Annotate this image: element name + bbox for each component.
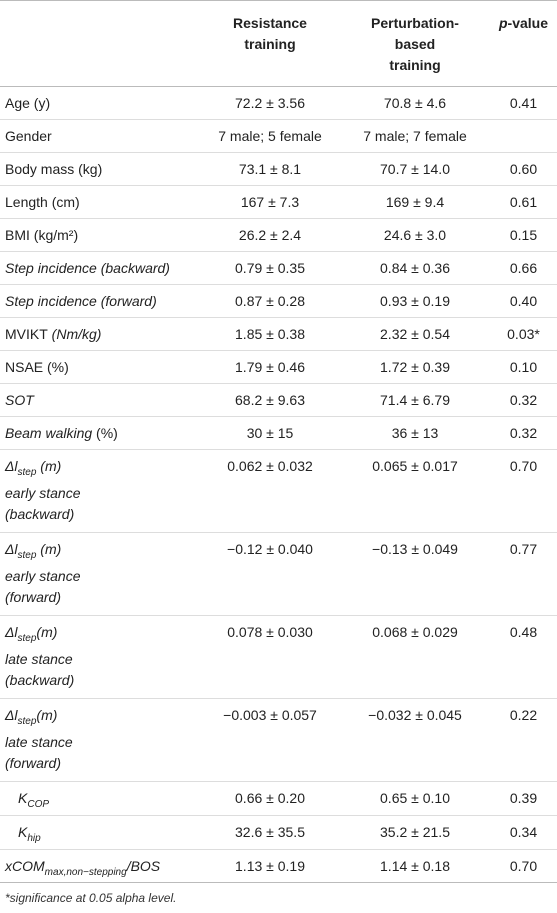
cell-pvalue: 0.66 xyxy=(509,260,538,276)
header-perturbation-line3: training xyxy=(389,57,441,73)
cell-perturbation: 0.65 ± 0.10 xyxy=(380,790,450,806)
table-row xyxy=(0,186,557,219)
cell-pvalue xyxy=(490,120,557,153)
header-p-rest: -value xyxy=(507,15,549,31)
row-label: SOT xyxy=(5,392,34,408)
header-resistance-line1: Resistance xyxy=(233,15,307,31)
row-label: Step incidence (forward) xyxy=(5,293,157,309)
cell-resistance: 7 male; 5 female xyxy=(218,128,322,144)
table-row xyxy=(0,351,557,384)
cell-perturbation: 1.72 ± 0.39 xyxy=(380,359,450,375)
cell-pvalue: 0.48 xyxy=(509,624,538,640)
row-label-line3: (backward) xyxy=(5,671,75,688)
cell-perturbation: −0.13 ± 0.049 xyxy=(372,541,458,557)
cell-perturbation: 1.14 ± 0.18 xyxy=(380,857,450,874)
cell-perturbation: 2.32 ± 0.54 xyxy=(380,326,450,342)
cell-pvalue: 0.60 xyxy=(509,161,538,177)
cell-pvalue: 0.03* xyxy=(507,326,540,342)
row-label xyxy=(0,699,200,782)
cell-pvalue: 0.32 xyxy=(509,425,538,441)
cell-perturbation: 35.2 ± 21.5 xyxy=(380,823,450,840)
row-label xyxy=(0,318,200,351)
cell-resistance: 167 ± 7.3 xyxy=(240,194,300,210)
table-row xyxy=(0,384,557,417)
row-label xyxy=(0,616,200,699)
table-header xyxy=(0,1,557,87)
footnote: *significance at 0.05 alpha level. xyxy=(5,891,177,906)
row-label-main: Beam walking xyxy=(5,425,93,441)
delta-unit: (m) xyxy=(36,541,62,557)
table-row xyxy=(0,849,557,883)
table-row xyxy=(0,782,557,816)
row-label: Gender xyxy=(5,128,52,144)
cell-resistance: 26.2 ± 2.4 xyxy=(238,227,302,243)
cell-pvalue: 0.40 xyxy=(509,293,538,309)
delta-symbol: $\Delta l_{step}$ xyxy=(5,707,37,727)
row-label-line3: (forward) xyxy=(5,588,62,605)
cell-perturbation: 70.7 ± 14.0 xyxy=(380,161,450,177)
row-label xyxy=(0,450,200,533)
cell-perturbation: 70.8 ± 4.6 xyxy=(383,95,447,111)
cell-pvalue: 0.22 xyxy=(509,707,538,723)
cell-resistance: 1.85 ± 0.38 xyxy=(235,326,305,342)
delta-unit: (m) xyxy=(36,707,58,723)
delta-unit: (m) xyxy=(36,624,58,640)
row-label: NSAE (%) xyxy=(5,359,69,375)
row-label: $K_{COP}$ xyxy=(18,790,50,810)
row-label: Step incidence (backward) xyxy=(5,260,170,276)
table-row xyxy=(0,219,557,252)
row-label-main: MVIKT xyxy=(5,326,48,342)
cell-pvalue: 0.77 xyxy=(509,541,538,557)
cell-perturbation: 0.065 ± 0.017 xyxy=(372,458,458,474)
cell-resistance: −0.003 ± 0.057 xyxy=(223,707,317,723)
row-label: Age (y) xyxy=(5,95,51,111)
table-row xyxy=(0,252,557,285)
header-p-letter: p xyxy=(498,15,508,31)
delta-symbol: $\Delta l_{step}$ xyxy=(5,624,37,644)
cell-resistance: 0.062 ± 0.032 xyxy=(227,458,313,474)
row-label: Body mass (kg) xyxy=(5,161,103,177)
cell-pvalue: 0.32 xyxy=(509,392,538,408)
table-row xyxy=(0,815,557,849)
row-label-line2: late stance xyxy=(5,733,73,750)
row-label: BMI (kg/m²) xyxy=(5,227,79,243)
table-row xyxy=(0,285,557,318)
cell-pvalue: 0.39 xyxy=(509,790,538,806)
row-label: Length (cm) xyxy=(5,194,80,210)
cell-perturbation: 0.068 ± 0.029 xyxy=(372,624,458,640)
cell-resistance: 68.2 ± 9.63 xyxy=(235,392,305,408)
cell-resistance: −0.12 ± 0.040 xyxy=(227,541,313,557)
row-label-line3: (backward) xyxy=(5,505,75,522)
cell-perturbation: −0.032 ± 0.045 xyxy=(368,707,462,723)
row-label: $K_{hip}$ xyxy=(18,823,41,844)
table-row xyxy=(0,699,557,782)
cell-resistance: 0.79 ± 0.35 xyxy=(235,260,305,276)
cell-resistance: 32.6 ± 35.5 xyxy=(235,823,305,840)
cell-resistance: 73.1 ± 8.1 xyxy=(238,161,302,177)
row-label-line3: (forward) xyxy=(5,754,62,771)
row-label-unit: (%) xyxy=(92,425,118,441)
table-row xyxy=(0,533,557,616)
cell-resistance: 0.078 ± 0.030 xyxy=(227,624,313,640)
cell-resistance: 1.79 ± 0.46 xyxy=(235,359,305,375)
table-row xyxy=(0,87,557,120)
cell-pvalue: 0.10 xyxy=(509,359,538,375)
cell-resistance: 30 ± 15 xyxy=(246,425,294,441)
header-perturbation-line1: Perturbation- xyxy=(371,15,459,31)
row-label-line2: early stance xyxy=(5,484,81,501)
cell-perturbation: 0.93 ± 0.19 xyxy=(380,293,450,309)
row-label-line2: late stance xyxy=(5,650,73,667)
row-label: xCOM$_{max,non-stepping}$/BOS xyxy=(5,857,161,878)
cell-perturbation: 71.4 ± 6.79 xyxy=(380,392,450,408)
table-row xyxy=(0,616,557,699)
delta-unit: (m) xyxy=(36,458,62,474)
cell-perturbation: 24.6 ± 3.0 xyxy=(383,227,447,243)
cell-pvalue: 0.34 xyxy=(509,823,538,840)
cell-pvalue: 0.41 xyxy=(509,95,538,111)
cell-perturbation: 36 ± 13 xyxy=(391,425,439,441)
cell-perturbation: 7 male; 7 female xyxy=(363,128,467,144)
table-row xyxy=(0,120,557,153)
cell-pvalue: 0.70 xyxy=(509,458,538,474)
cell-resistance: 0.66 ± 0.20 xyxy=(235,790,305,806)
header-pvalue xyxy=(490,1,557,87)
table-row xyxy=(0,153,557,186)
cell-pvalue: 0.70 xyxy=(509,857,538,874)
header-perturbation xyxy=(340,1,490,87)
cell-resistance: 1.13 ± 0.19 xyxy=(235,857,305,874)
header-resistance-line2: training xyxy=(244,36,296,52)
header-resistance xyxy=(200,1,340,87)
delta-symbol: $\Delta l_{step}$ xyxy=(5,541,37,561)
cell-resistance: 0.87 ± 0.28 xyxy=(235,293,305,309)
header-variable xyxy=(0,1,200,87)
header-perturbation-line2: based xyxy=(394,36,436,52)
cell-pvalue: 0.15 xyxy=(509,227,538,243)
table-row xyxy=(0,450,557,533)
cell-perturbation: 0.84 ± 0.36 xyxy=(380,260,450,276)
delta-symbol: $\Delta l_{step}$ xyxy=(5,458,37,478)
row-label-line2: early stance xyxy=(5,567,81,584)
row-label-unit: (Nm/kg) xyxy=(47,326,102,342)
table-row xyxy=(0,318,557,351)
row-label xyxy=(0,417,200,450)
table-row xyxy=(0,417,557,450)
cell-perturbation: 169 ± 9.4 xyxy=(385,194,445,210)
cell-resistance: 72.2 ± 3.56 xyxy=(235,95,305,111)
cell-pvalue: 0.61 xyxy=(509,194,538,210)
row-label xyxy=(0,533,200,616)
